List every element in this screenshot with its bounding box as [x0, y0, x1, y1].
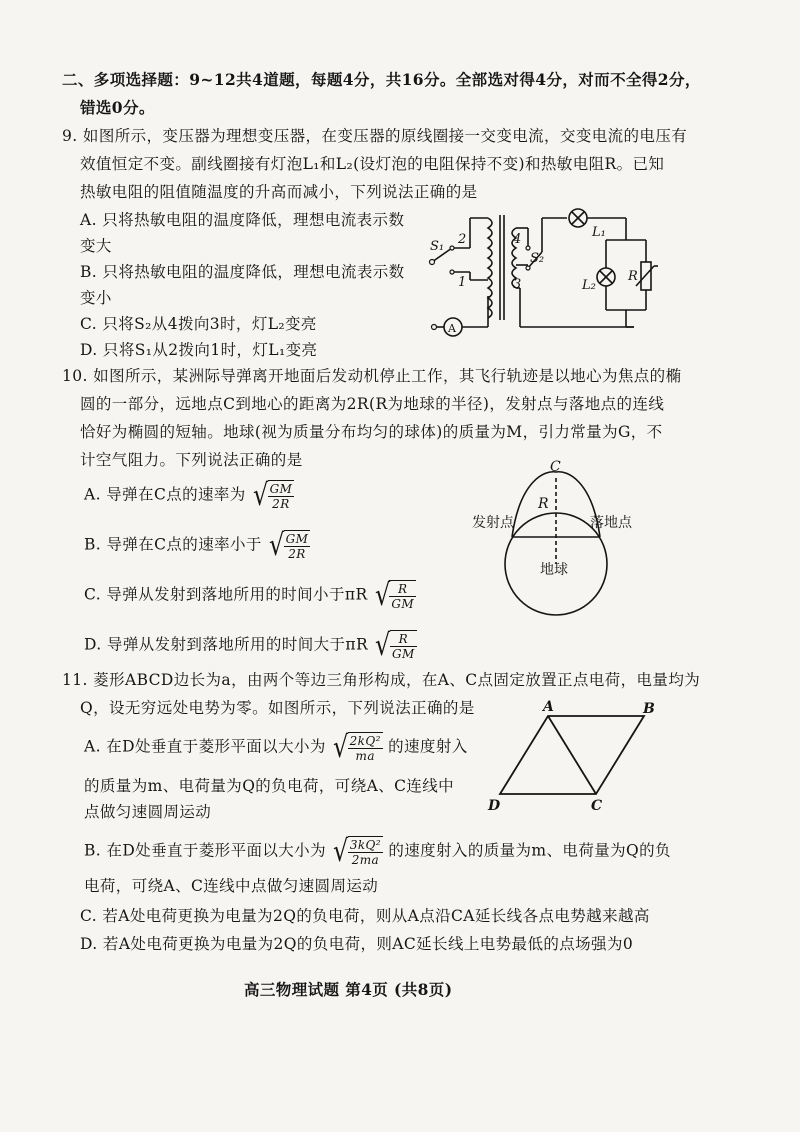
tap-4-label: 4 — [513, 232, 522, 247]
q10-stem-line3: 恰好为椭圆的短轴。地球(视为质量分布均匀的球体)的质量为M，引力常量为G，不 — [80, 423, 663, 441]
q11-option-d: D. 若A处电荷更换为电量为2Q的负电荷，则AC延长线上电势最低的点场强为0 — [80, 935, 634, 953]
q11-stem-line2: Q，设无穷远处电势为零。如图所示，下列说法正确的是 — [80, 699, 475, 717]
lamp-l1-label: L₁ — [592, 225, 606, 240]
vertex-d-label: D — [488, 798, 501, 814]
q11-option-b-line2: 电荷，可绕A、C连线中点做匀速圆周运动 — [84, 877, 379, 895]
q10-option-b: B. 导弹在C点的速率小于 √ $\frac{GM}{2R}$ — [84, 527, 309, 563]
q10-option-c: C. 导弹从发射到落地所用的时间小于πR √ $\frac{R}{GM}$ — [84, 577, 415, 613]
q9-option-d: D. 只将S₁从2拨向1时，灯L₁变亮 — [80, 341, 318, 359]
page-footer: 高三物理试题 第4页 (共8页) — [244, 980, 453, 999]
q9-option-c: C. 只将S₂从4拨向3时，灯L₂变亮 — [80, 315, 317, 333]
sqrt-3kq2-2ma: √ $\frac{\text{3kQ²}}{2ma}$ — [333, 833, 381, 869]
q11-stem-line1: 11. 菱形ABCD边长为a，由两个等边三角形构成，在A、C点固定放置正点电荷，电量均为 — [62, 671, 701, 689]
q9-option-a: A. 只将热敏电阻的温度降低，理想电流表示数 — [80, 211, 405, 229]
vertex-a-label: A — [543, 699, 554, 715]
q9-stem-line1: 9. 如图所示，变压器为理想变压器，在变压器的原线圈接一交变电流，交变电流的电压有 — [62, 127, 688, 145]
tap-1-label: 1 — [458, 275, 467, 290]
q11-option-a: A. 在D处垂直于菱形平面以大小为 √ $\frac{\text{2kQ²}}{ma}$ 的速度射入 — [84, 729, 468, 765]
q9-option-a-cont: 变大 — [80, 237, 112, 255]
radius-r-label: R — [538, 496, 549, 512]
q9-stem-line3: 热敏电阻的阻值随温度的升高而减小，下列说法正确的是 — [80, 183, 478, 201]
q11-option-c: C. 若A处电荷更换为电量为2Q的负电荷，则从A点沿CA延长线各点电势越来越高 — [80, 907, 650, 925]
sqrt-2kq2-ma: √ $\frac{\text{2kQ²}}{ma}$ — [333, 729, 381, 765]
lamp-l2-label: L₂ — [582, 278, 596, 293]
q10-option-d: D. 导弹从发射到落地所用的时间大于πR √ $\frac{R}{GM}$ — [84, 627, 415, 663]
vertex-c-label: C — [591, 798, 603, 814]
switch-s1-label: S₁ — [430, 239, 445, 254]
earth-label: 地球 — [540, 562, 568, 578]
switch-s2-label: S₂ — [530, 251, 545, 266]
tap-3-label: 3 — [513, 277, 522, 292]
q11-option-b: B. 在D处垂直于菱形平面以大小为 √ $\frac{\text{3kQ²}}{2ma}$ 的速度射入的质量为m、电荷量为Q的负 — [84, 833, 671, 869]
section-heading-line2: 错选0分。 — [80, 98, 155, 117]
launch-point-label: 发射点 — [472, 515, 514, 531]
section-heading-line1: 二、多项选择题：9~12共4道题，每题4分，共16分。全部选对得4分，对而不全得2分， — [62, 70, 701, 89]
sqrt-gm-2r: √ $\frac{GM}{2R}$ — [269, 527, 309, 563]
sqrt-gm-2r: √ $\frac{GM}{2R}$ — [253, 477, 293, 513]
ammeter-label: A — [448, 322, 456, 335]
q10-option-a: A. 导弹在C点的速率为 √ $\frac{GM}{2R}$ — [84, 477, 293, 513]
q10-stem-line4: 计空气阻力。下列说法正确的是 — [80, 451, 303, 469]
q9-stem-line2: 效值恒定不变。副线圈接有灯泡L₁和L₂(设灯泡的电阻保持不变)和热敏电阻R。已知 — [80, 155, 665, 173]
apogee-c-label: C — [550, 459, 561, 475]
tap-2-label: 2 — [458, 232, 467, 247]
landing-point-label: 落地点 — [590, 515, 632, 531]
thermistor-r-label: R — [628, 269, 638, 284]
q9-option-b: B. 只将热敏电阻的温度降低，理想电流表示数 — [80, 263, 405, 281]
sqrt-r-gm: √ $\frac{R}{GM}$ — [374, 577, 415, 613]
q11-option-a-line2: 的质量为m、电荷量为Q的负电荷，可绕A、C连线中 — [84, 777, 455, 795]
q10-stem-line2: 圆的一部分，远地点C到地心的距离为2R(R为地球的半径)，发射点与落地点的连线 — [80, 395, 665, 413]
sqrt-r-gm: √ $\frac{R}{GM}$ — [375, 627, 415, 663]
q10-stem-line1: 10. 如图所示，某洲际导弹离开地面后发动机停止工作，其飞行轨迹是以地心为焦点的椭 — [62, 367, 682, 385]
q11-option-a-line3: 点做匀速圆周运动 — [84, 803, 212, 821]
vertex-b-label: B — [643, 701, 655, 717]
q9-option-b-cont: 变小 — [80, 289, 112, 307]
